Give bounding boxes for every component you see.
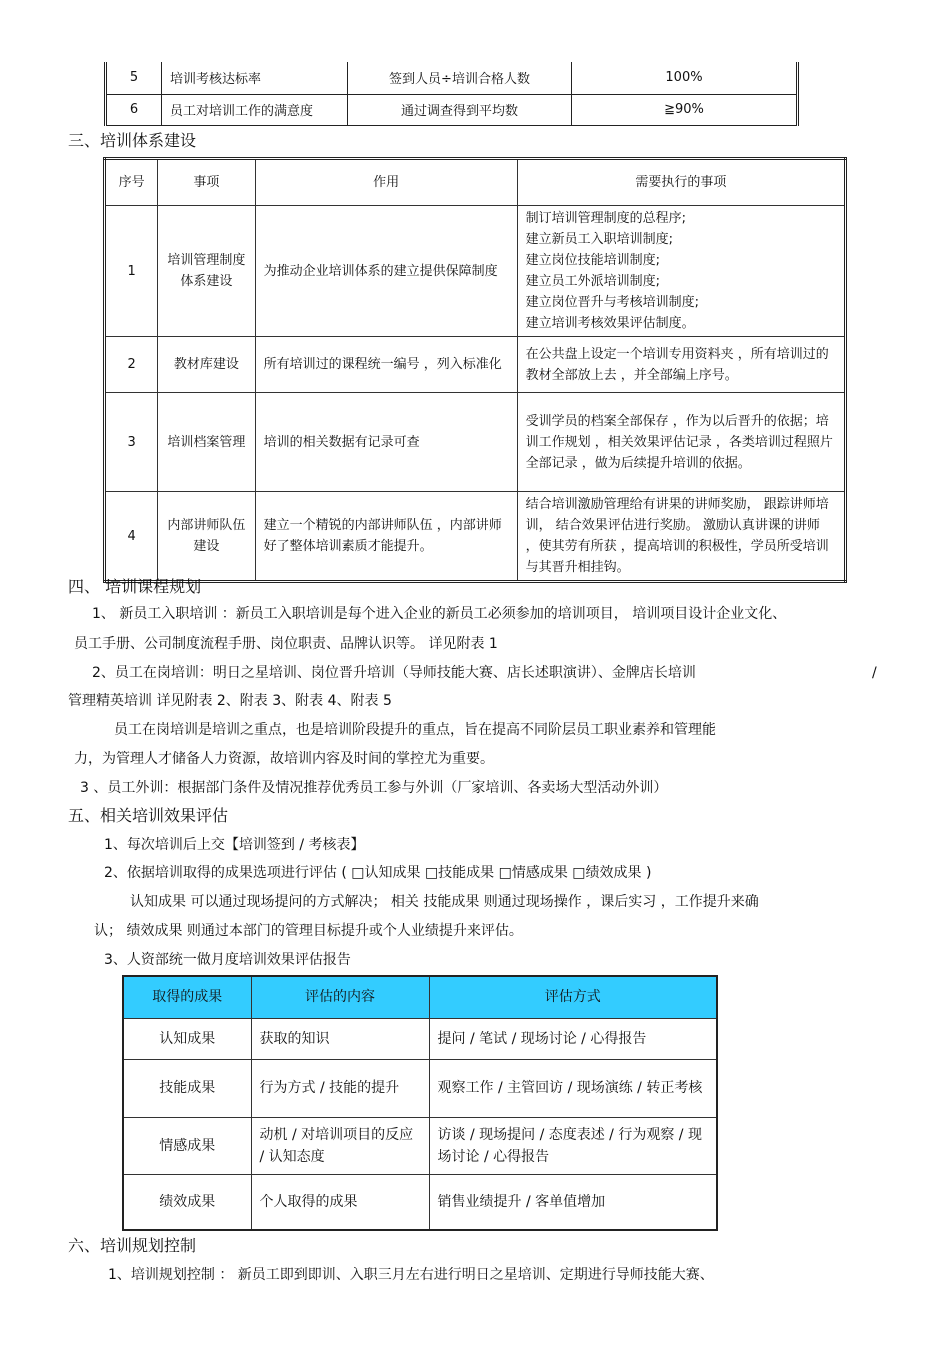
paragraph: /	[872, 665, 877, 681]
row-role: 所有培训过的课程统一编号 ，列入标准化	[255, 337, 517, 393]
paragraph: 3、人资部统一做月度培训效果评估报告	[104, 952, 351, 968]
method-cell: 销售业绩提升 / 客单值增加	[429, 1174, 717, 1230]
section-3-title: 三、培训体系建设	[68, 131, 197, 150]
table-row	[106, 62, 798, 94]
task-line: 建立培训考核效果评估制度。	[525, 316, 695, 331]
paragraph: 员工在岗培训是培训之重点，也是培训阶段提升的重点，旨在提高不同阶层员工职业素养和管理能	[114, 722, 716, 738]
table-row	[123, 1059, 717, 1117]
row-item: 培训考核达标率	[162, 62, 348, 94]
table-row	[105, 492, 846, 582]
task-line: 建立岗位技能培训制度;	[525, 253, 661, 268]
row-item: 培训管理制度体系建设	[158, 206, 255, 337]
row-tasks	[517, 206, 845, 337]
paragraph: 1、培训规划控制 ： 新员工即到即训、入职三月左右进行明日之星培训、定期进行导师技能大赛、	[108, 1267, 714, 1283]
header-cell: 作用	[255, 159, 517, 206]
table-row	[123, 1174, 717, 1230]
paragraph: 2、员工在岗培训：明日之星培训、岗位晋升培训（导师技能大赛、店长述职演讲）、金牌店长培训	[92, 665, 696, 681]
table-row	[106, 94, 798, 125]
row-item: 培训档案管理	[158, 393, 255, 492]
header-cell: 事项	[158, 159, 255, 206]
paragraph: 力，为管理人才储备人力资源，故培训内容及时间的掌控尤为重要。	[74, 751, 494, 767]
paragraph: 员工手册、公司制度流程手册、岗位职责、品牌认识等。 详见附表 1	[74, 636, 498, 652]
row-number: 2	[105, 337, 158, 393]
task-line: 制订培训管理制度的总程序;	[525, 211, 687, 226]
result-cell: 认知成果	[123, 1018, 251, 1059]
table-row	[123, 1117, 717, 1174]
method-cell: 提问 / 笔试 / 现场讨论 / 心得报告	[429, 1018, 717, 1059]
paragraph: 1、每次培训后上交【培训签到 / 考核表】	[104, 837, 365, 853]
header-cell: 需要执行的事项	[517, 159, 845, 206]
row-item: 员工对培训工作的满意度	[162, 94, 348, 125]
method-cell: 访谈 / 现场提问 / 态度表述 / 行为观察 / 现场讨论 / 心得报告	[429, 1117, 717, 1174]
task-line: 建立岗位晋升与考核培训制度;	[525, 295, 700, 310]
row-number: 3	[105, 393, 158, 492]
content-cell: 动机 / 对培训项目的反应 / 认知态度	[251, 1117, 429, 1174]
result-cell: 技能成果	[123, 1059, 251, 1117]
table-row	[123, 1018, 717, 1059]
content-cell: 个人取得的成果	[251, 1174, 429, 1230]
section-4-title: 四、 培训课程规划	[68, 577, 202, 596]
paragraph: 管理精英培训 详见附表 2、附表 3、附表 4、附表 5	[68, 693, 392, 709]
header-cell: 取得的成果	[123, 976, 251, 1018]
table-header-row	[123, 976, 717, 1018]
result-cell: 绩效成果	[123, 1174, 251, 1230]
kpi-table	[104, 62, 799, 126]
header-cell: 评估的内容	[251, 976, 429, 1018]
row-target: 100%	[572, 62, 798, 94]
row-role: 建立一个精锐的内部讲师队伍 ，内部讲师好了整体培训素质才能提升。	[255, 492, 517, 582]
header-cell: 序号	[105, 159, 158, 206]
task-line: 建立新员工入职培训制度;	[525, 232, 674, 247]
paragraph: 1、 新员工入职培训 ：新员工入职培训是每个进入企业的新员工必须参加的培训项目， 培训项目设计企业文化、	[92, 606, 787, 622]
section-5-title: 五、相关培训效果评估	[68, 806, 229, 825]
table-row	[105, 337, 846, 393]
task-line: 建立员工外派培训制度;	[525, 274, 661, 289]
paragraph: 认知成果 可以通过现场提问的方式解决； 相关 技能成果 则通过现场操作 ，课后实习 ，工作提升来确	[130, 894, 759, 910]
row-tasks: 在公共盘上设定一个培训专用资料夹 ，所有培训过的教材全部放上去 ，并全部编上序号。	[517, 337, 845, 393]
paragraph: 3 、员工外训：根据部门条件及情况推荐优秀员工参与外训（厂家培训、各卖场大型活动外训）	[80, 780, 668, 796]
row-number: 4	[105, 492, 158, 582]
result-cell: 情感成果	[123, 1117, 251, 1174]
row-tasks: 受训学员的档案全部保存 ，作为以后晋升的依据；培训工作规划 ，相关效果评估记录 ，各类培训过程照片全部记录 ，做为后续提升培训的依据。	[517, 393, 845, 492]
content-cell: 行为方式 / 技能的提升	[251, 1059, 429, 1117]
row-tasks: 结合培训激励管理给有讲果的讲师奖励， 跟踪讲师培训， 结合效果评估进行奖励。 激励认真讲课的讲师 ，使其劳有所获 ，提高培训的积极性，学员所受培训与其晋升相挂钩。	[517, 492, 845, 582]
row-method: 签到人员÷培训合格人数	[348, 62, 572, 94]
row-role: 为推动企业培训体系的建立提供保障制度	[255, 206, 517, 337]
row-target: ≧90%	[572, 94, 798, 125]
table-row	[105, 206, 846, 337]
section-6-title: 六、培训规划控制	[68, 1236, 197, 1255]
header-cell: 评估方式	[429, 976, 717, 1018]
method-cell: 观察工作 / 主管回访 / 现场演练 / 转正考核	[429, 1059, 717, 1117]
paragraph: 认； 绩效成果 则通过本部门的管理目标提升或个人业绩提升来评估。	[94, 923, 523, 939]
row-item: 内部讲师队伍建设	[158, 492, 255, 582]
content-cell: 获取的知识	[251, 1018, 429, 1059]
row-number: 6	[106, 94, 162, 125]
row-number: 1	[105, 206, 158, 337]
table-header-row	[105, 159, 846, 206]
table-row	[105, 393, 846, 492]
paragraph: 2、依据培训取得的成果选项进行评估 ( □认知成果 □技能成果 □情感成果 □绩效成果 )	[104, 865, 652, 881]
row-role: 培训的相关数据有记录可查	[255, 393, 517, 492]
row-method: 通过调查得到平均数	[348, 94, 572, 125]
row-number: 5	[106, 62, 162, 94]
training-system-table	[103, 157, 847, 583]
row-item: 教材库建设	[158, 337, 255, 393]
evaluation-table	[122, 975, 718, 1231]
